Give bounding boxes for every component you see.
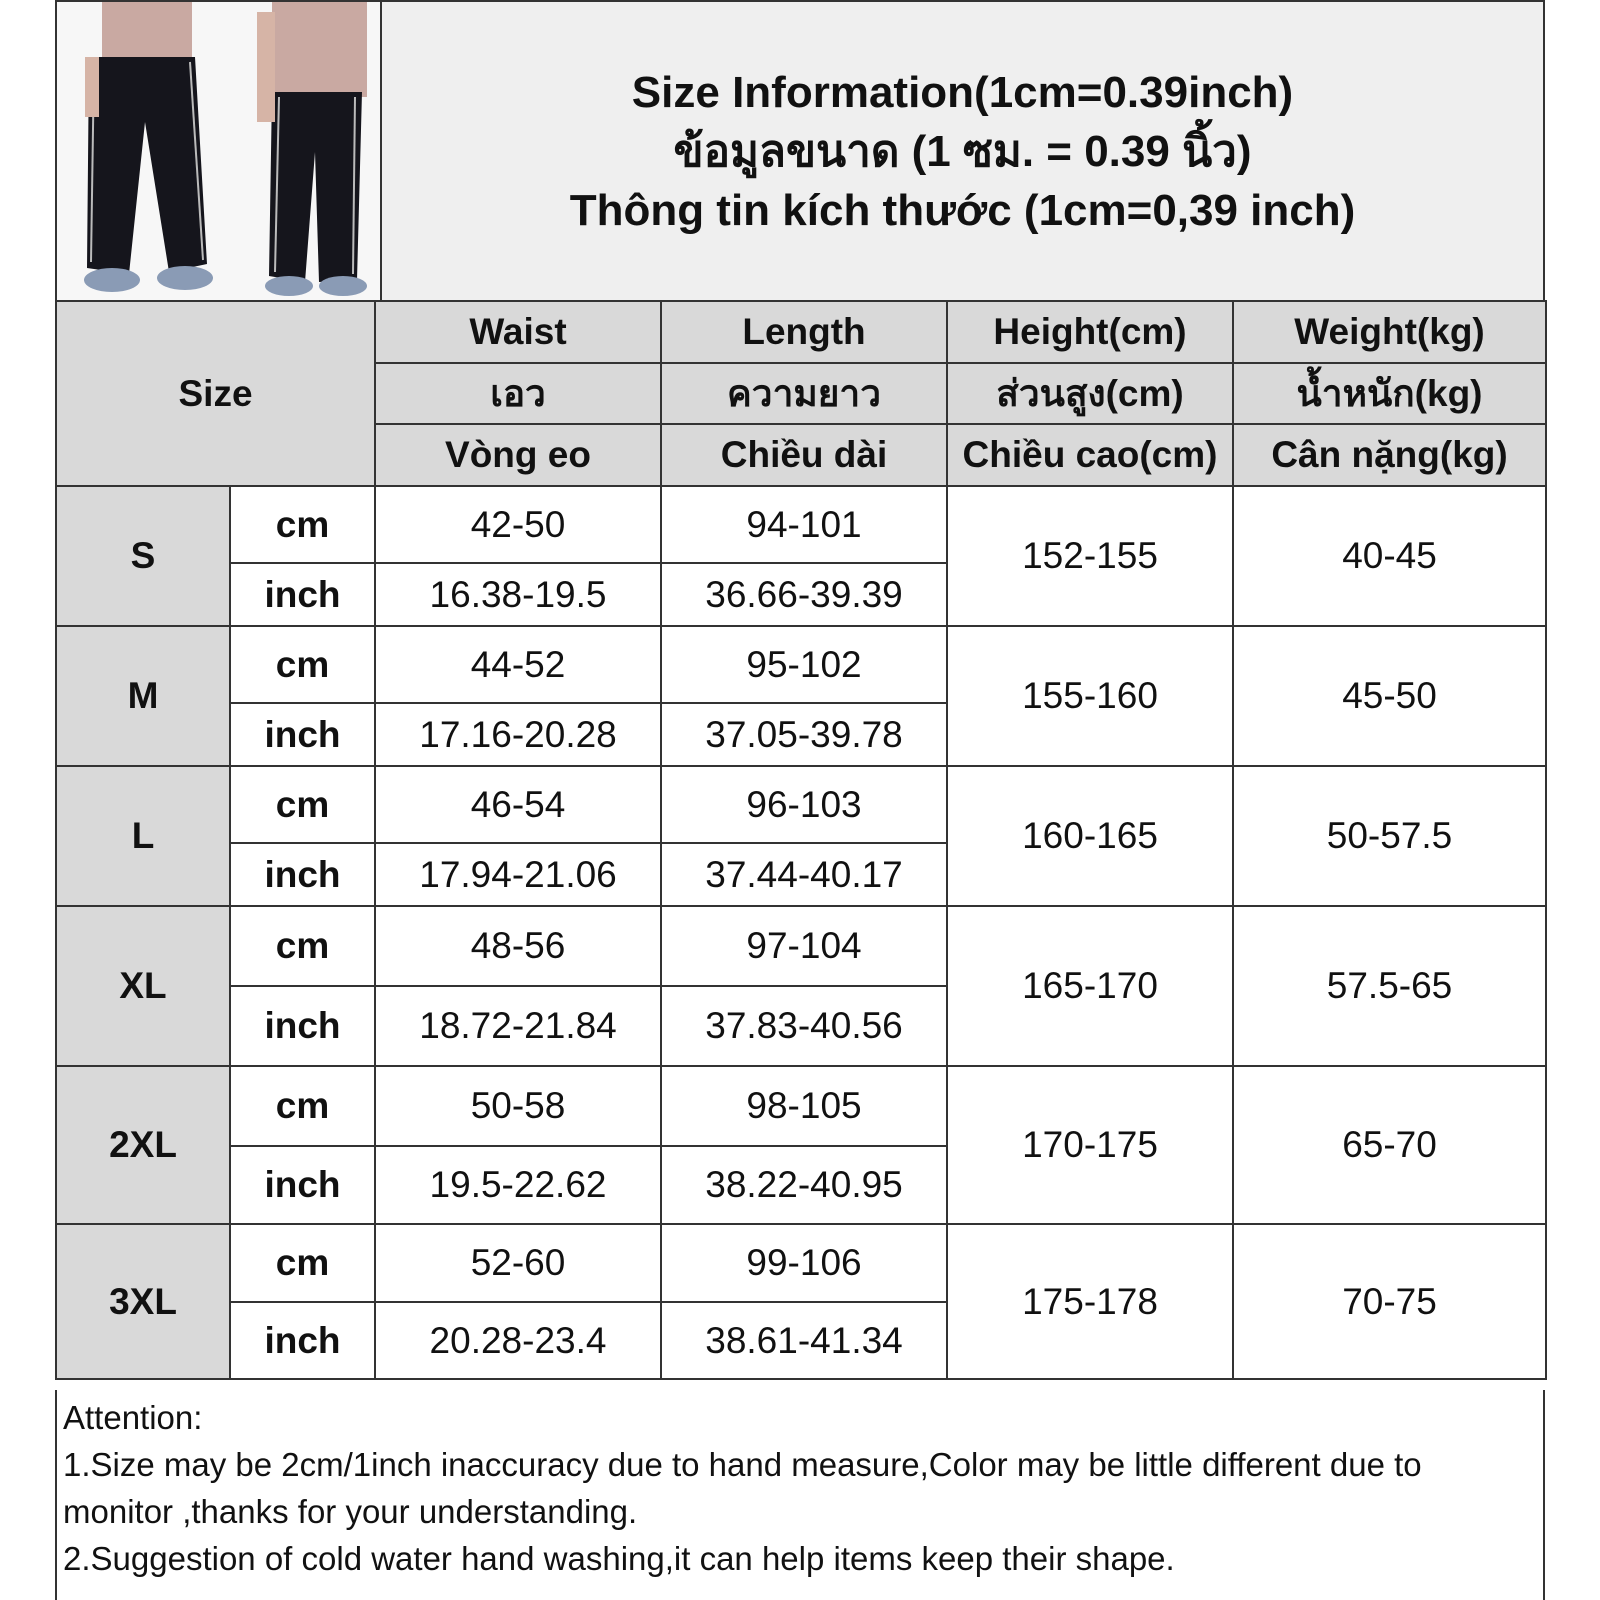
unit-inch: inch (230, 1302, 375, 1379)
size-cell: S (56, 486, 230, 626)
weight-range: 65-70 (1233, 1066, 1546, 1224)
length-inch: 37.44-40.17 (661, 843, 947, 906)
title-line-vi: Thông tin kích thước (1cm=0,39 inch) (569, 185, 1356, 235)
unit-inch: inch (230, 843, 375, 906)
weight-range: 50-57.5 (1233, 766, 1546, 906)
height-range: 170-175 (947, 1066, 1233, 1224)
waist-inch: 16.38-19.5 (375, 563, 661, 626)
table-row (56, 626, 1546, 703)
table-row (56, 906, 1546, 986)
col-weight-vi: Cân nặng(kg) (1233, 424, 1546, 486)
length-cm: 98-105 (661, 1066, 947, 1146)
col-weight-en: Weight(kg) (1233, 301, 1546, 363)
table-row (56, 1224, 1546, 1302)
length-inch: 37.05-39.78 (661, 703, 947, 766)
table-row (56, 766, 1546, 843)
col-weight-th: น้ำหนัก(kg) (1233, 363, 1546, 424)
col-height-vi: Chiều cao(cm) (947, 424, 1233, 486)
unit-inch: inch (230, 563, 375, 626)
table-row (56, 486, 1546, 563)
pants-model-illustration (57, 2, 380, 300)
size-cell: XL (56, 906, 230, 1066)
length-cm: 97-104 (661, 906, 947, 986)
waist-cm: 50-58 (375, 1066, 661, 1146)
weight-range: 45-50 (1233, 626, 1546, 766)
size-cell: 3XL (56, 1224, 230, 1379)
col-height-en: Height(cm) (947, 301, 1233, 363)
height-range: 155-160 (947, 626, 1233, 766)
unit-cm: cm (230, 486, 375, 563)
waist-inch: 17.16-20.28 (375, 703, 661, 766)
length-inch: 38.22-40.95 (661, 1146, 947, 1224)
size-cell: 2XL (56, 1066, 230, 1224)
height-range: 175-178 (947, 1224, 1233, 1379)
note-item: 2.Suggestion of cold water hand washing,it can help items keep their shape. (63, 1540, 1175, 1577)
waist-inch: 20.28-23.4 (375, 1302, 661, 1379)
col-length-vi: Chiều dài (661, 424, 947, 486)
title-line-th: ข้อมูลขนาด (1 ซม. = 0.39 นิ้ว) (673, 126, 1252, 176)
length-inch: 36.66-39.39 (661, 563, 947, 626)
col-length-en: Length (661, 301, 947, 363)
size-chart (55, 0, 1545, 1600)
note-item: 1.Size may be 2cm/1inch inaccuracy due to hand measure,Color may be little different due to monitor ,thanks for your understanding. (63, 1446, 1422, 1530)
waist-cm: 44-52 (375, 626, 661, 703)
height-range: 165-170 (947, 906, 1233, 1066)
col-height-th: ส่วนสูง(cm) (947, 363, 1233, 424)
size-header: Size (56, 301, 375, 486)
weight-range: 40-45 (1233, 486, 1546, 626)
attention-notes (55, 1390, 1545, 1600)
notes-heading: Attention: (63, 1399, 203, 1436)
chart-title (382, 2, 1543, 300)
length-inch: 38.61-41.34 (661, 1302, 947, 1379)
length-cm: 99-106 (661, 1224, 947, 1302)
size-cell: M (56, 626, 230, 766)
waist-cm: 48-56 (375, 906, 661, 986)
col-waist-en: Waist (375, 301, 661, 363)
unit-cm: cm (230, 906, 375, 986)
length-cm: 95-102 (661, 626, 947, 703)
waist-inch: 19.5-22.62 (375, 1146, 661, 1224)
unit-inch: inch (230, 1146, 375, 1224)
length-cm: 96-103 (661, 766, 947, 843)
col-length-th: ความยาว (661, 363, 947, 424)
size-table (55, 300, 1547, 1380)
height-range: 152-155 (947, 486, 1233, 626)
waist-inch: 17.94-21.06 (375, 843, 661, 906)
weight-range: 70-75 (1233, 1224, 1546, 1379)
weight-range: 57.5-65 (1233, 906, 1546, 1066)
waist-cm: 52-60 (375, 1224, 661, 1302)
unit-cm: cm (230, 1066, 375, 1146)
unit-cm: cm (230, 626, 375, 703)
unit-inch: inch (230, 986, 375, 1066)
unit-cm: cm (230, 1224, 375, 1302)
product-photo (57, 2, 382, 300)
length-inch: 37.83-40.56 (661, 986, 947, 1066)
table-row (56, 1066, 1546, 1146)
col-waist-vi: Vòng eo (375, 424, 661, 486)
size-cell: L (56, 766, 230, 906)
col-waist-th: เอว (375, 363, 661, 424)
waist-cm: 42-50 (375, 486, 661, 563)
unit-cm: cm (230, 766, 375, 843)
length-cm: 94-101 (661, 486, 947, 563)
waist-cm: 46-54 (375, 766, 661, 843)
chart-header (55, 0, 1545, 302)
title-line-en: Size Information(1cm=0.39inch) (631, 67, 1294, 117)
waist-inch: 18.72-21.84 (375, 986, 661, 1066)
height-range: 160-165 (947, 766, 1233, 906)
unit-inch: inch (230, 703, 375, 766)
